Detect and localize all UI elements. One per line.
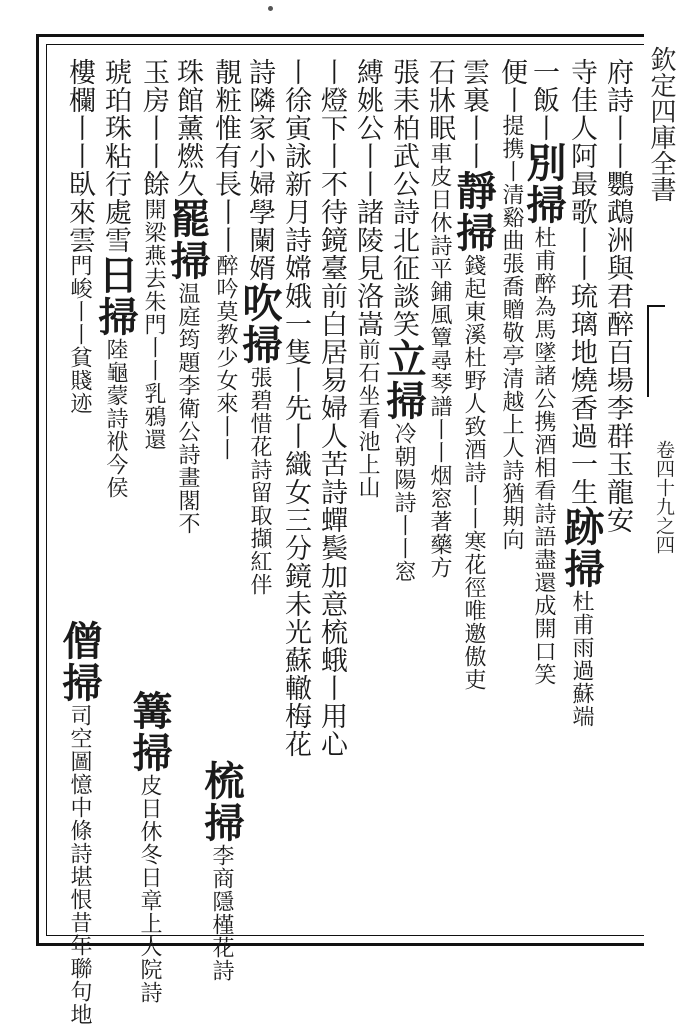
margin-title: 欽定四庫全書 [646,46,676,202]
text-column [418,58,458,930]
column-text: 府詩丨丨鸚鵡洲與君醉百場李群玉龍安 [602,58,633,534]
annotation: 醉吟莫教少女來丨丨 [213,254,238,461]
column-text: 琥珀珠粘行處雪 [100,58,131,254]
headword: 靜掃 [450,170,497,254]
text-column-lower [126,690,173,1004]
headword: 篝掃 [126,690,173,774]
annotation: 錢起東溪杜野人致酒詩丨丨寒花徑唯邀傲吏 [461,254,486,691]
column-text: 詩隣家小婦學闌婿 [244,58,275,282]
annotation: 門峻丨丨貧賤迹 [67,254,92,415]
column-text: 玉房丨丨餘 [138,58,169,198]
headword: 吹掃 [236,282,283,366]
headword: 日掃 [92,254,139,338]
column-text: 便丨 [496,58,527,114]
column-text: 丨徐寅詠新月詩嫦娥一隻丨先丨織女三分鏡未光蘇轍梅花 [280,58,311,758]
annotation: 李商隱槿花詩 [209,844,234,982]
fish-tail-mark [647,305,665,397]
annotation: 皮日休冬日章上人院詩 [137,774,162,1004]
headword: 僧掃 [56,620,103,704]
column-text: 珠館薰燃久 [172,58,203,198]
headword: 立掃 [380,338,427,422]
annotation: 前石坐看池上山 [355,338,380,499]
text-column [310,58,350,930]
annotation: 温庭筠題李衛公詩畫閣不 [175,282,200,535]
column-text: 靚粧惟有長丨丨 [210,58,241,254]
headword: 跡掃 [558,506,605,590]
column-text: 張耒柏武公詩北征談笑 [388,58,419,338]
headword: 梳掃 [198,760,245,844]
text-column [380,58,427,930]
column-text: 寺佳人阿最歌丨丨琉璃地燒香過一生 [566,58,597,506]
text-column [274,58,314,930]
annotation: 杜甫醉為馬墜諸公携酒相看詩語盡還成開口笑 [531,226,556,686]
column-text: 雲裏丨丨 [458,58,489,170]
text-column [450,58,497,930]
text-column-lower [56,620,103,1026]
column-text: 樓欄丨丨臥來雲 [64,58,95,254]
column-text: 一飯丨 [528,58,559,142]
annotation: 張碧惜花詩留取擷紅伴 [247,366,272,596]
column-text: 石牀眠 [424,58,455,142]
annotation: 提携丨清谿曲張喬贈敬亭清越上人詩猶期向 [499,114,524,551]
column-text: 縛姚公丨丨諸陵見洛嵩 [352,58,383,338]
annotation: 杜甫雨過蘇端 [569,590,594,728]
annotation: 冷朝陽詩丨丨窓 [391,422,416,583]
text-column [596,58,636,930]
text-column-lower [198,760,245,982]
text-column [346,58,386,930]
annotation: 陸龜蒙詩袱今侯 [103,338,128,499]
column-text: 丨燈下丨不待鏡臺前白居易婦人苦詩蟬鬓加意梳蛾丨用心 [316,58,347,758]
annotation: 開梁燕去朱門丨丨乳鴉還 [141,198,166,451]
headword: 罷掃 [164,198,211,282]
headword: 別掃 [520,142,567,226]
ink-dot [268,6,273,11]
annotation: 司空圖憶中條詩堪恨昔年聯句地 [67,704,92,1026]
text-column [92,58,139,930]
annotation: 車皮日休詩平鋪風簟尋琴譜丨丨烟窓著藥方 [427,142,452,579]
margin-volume: 卷四十九之四 [653,440,675,554]
